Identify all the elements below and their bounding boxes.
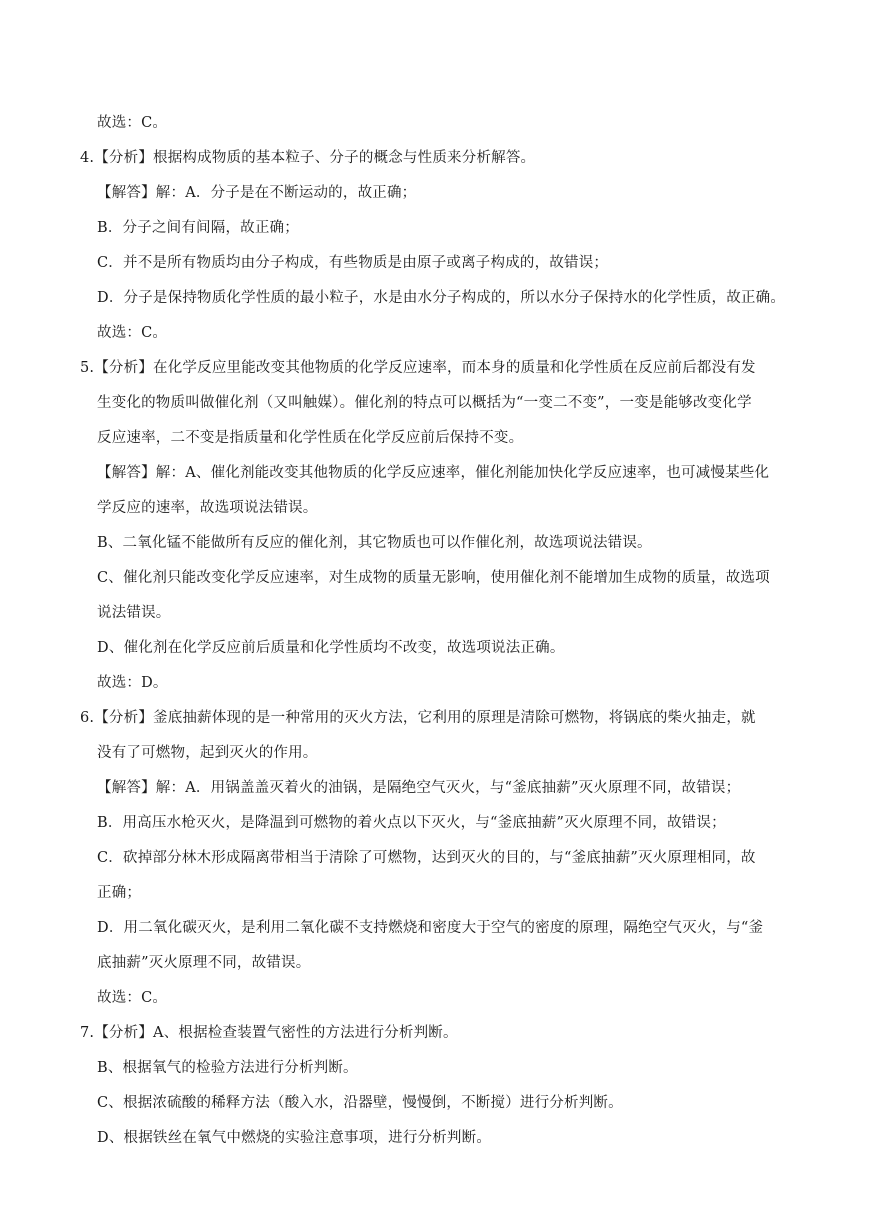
body-line: 底抽薪”灭火原理不同，故错误。 (97, 955, 311, 971)
analysis-heading-4: 4.【分析】根据构成物质的基本粒子、分子的概念与性质来分析解答。 (80, 150, 536, 166)
body-line: 正确； (97, 885, 142, 901)
option-line: C、催化剂只能改变化学反应速率，对生成物的质量无影响，使用催化剂不能增加生成物的质量，故选项 (97, 570, 770, 586)
body-line: 没有了可燃物，起到灭火的作用。 (97, 745, 318, 761)
analysis-heading-7: 7.【分析】A、根据检查装置气密性的方法进行分析判断。 (80, 1025, 458, 1041)
solution-line: 【解答】解：A．用锅盖盖灭着火的油锅，是隔绝空气灭火，与“釜底抽薪”灭火原理不同，故错误； (97, 780, 741, 796)
solution-line: 【解答】解：A．分子是在不断运动的，故正确； (97, 185, 417, 201)
answer-line: 故选：C。 (97, 325, 168, 341)
option-line: C、根据浓硫酸的稀释方法（酸入水，沿器壁，慢慢倒，不断搅）进行分析判断。 (97, 1095, 623, 1111)
option-line: B、二氧化锰不能做所有反应的催化剂，其它物质也可以作催化剂，故选项说法错误。 (97, 535, 652, 551)
analysis-heading-5: 5.【分析】在化学反应里能改变其他物质的化学反应速率，而本身的质量和化学性质在反应前后都没有发 (80, 360, 756, 376)
option-line: B．用高压水枪灭火，是降温到可燃物的着火点以下灭火，与“釜底抽薪”灭火原理不同，故错误； (97, 815, 726, 831)
answer-line: 故选：D。 (97, 675, 168, 691)
option-line: D、催化剂在化学反应前后质量和化学性质均不改变，故选项说法正确。 (97, 640, 565, 656)
option-line: C．砍掉部分林木形成隔离带相当于清除了可燃物，达到灭火的目的，与“釜底抽薪”灭火原理相同，故 (97, 850, 756, 866)
answer-line: 故选：C。 (97, 115, 168, 131)
body-line: 反应速率，二不变是指质量和化学性质在化学反应前后保持不变。 (97, 430, 524, 446)
body-line: 学反应的速率，故选项说法错误。 (97, 500, 318, 516)
body-line: 生变化的物质叫做催化剂（又叫触媒）。催化剂的特点可以概括为“一变二不变”，一变是能够改变化学 (97, 395, 752, 411)
solution-line: 【解答】解：A、催化剂能改变其他物质的化学反应速率，催化剂能加快化学反应速率，也可减慢某些化 (97, 465, 770, 481)
option-line: B．分子之间有间隔，故正确； (97, 220, 299, 236)
option-line: B、根据氧气的检验方法进行分析判断。 (97, 1060, 358, 1076)
answer-line: 故选：C。 (97, 990, 168, 1006)
body-line: 说法错误。 (97, 605, 171, 621)
option-line: D．用二氧化碳灭火，是利用二氧化碳不支持燃烧和密度大于空气的密度的原理，隔绝空气灭火，与“釜 (97, 920, 764, 936)
option-line: C．并不是所有物质均由分子构成，有些物质是由原子或离子构成的，故错误； (97, 255, 609, 271)
option-line: D．分子是保持物质化学性质的最小粒子，水是由水分子构成的，所以水分子保持水的化学性质，故正确。 (97, 290, 786, 306)
analysis-heading-6: 6.【分析】釜底抽薪体现的是一种常用的灭火方法，它利用的原理是清除可燃物，将锅底的柴火抽走，就 (80, 710, 756, 726)
option-line: D、根据铁丝在氧气中燃烧的实验注意事项，进行分析判断。 (97, 1130, 492, 1146)
